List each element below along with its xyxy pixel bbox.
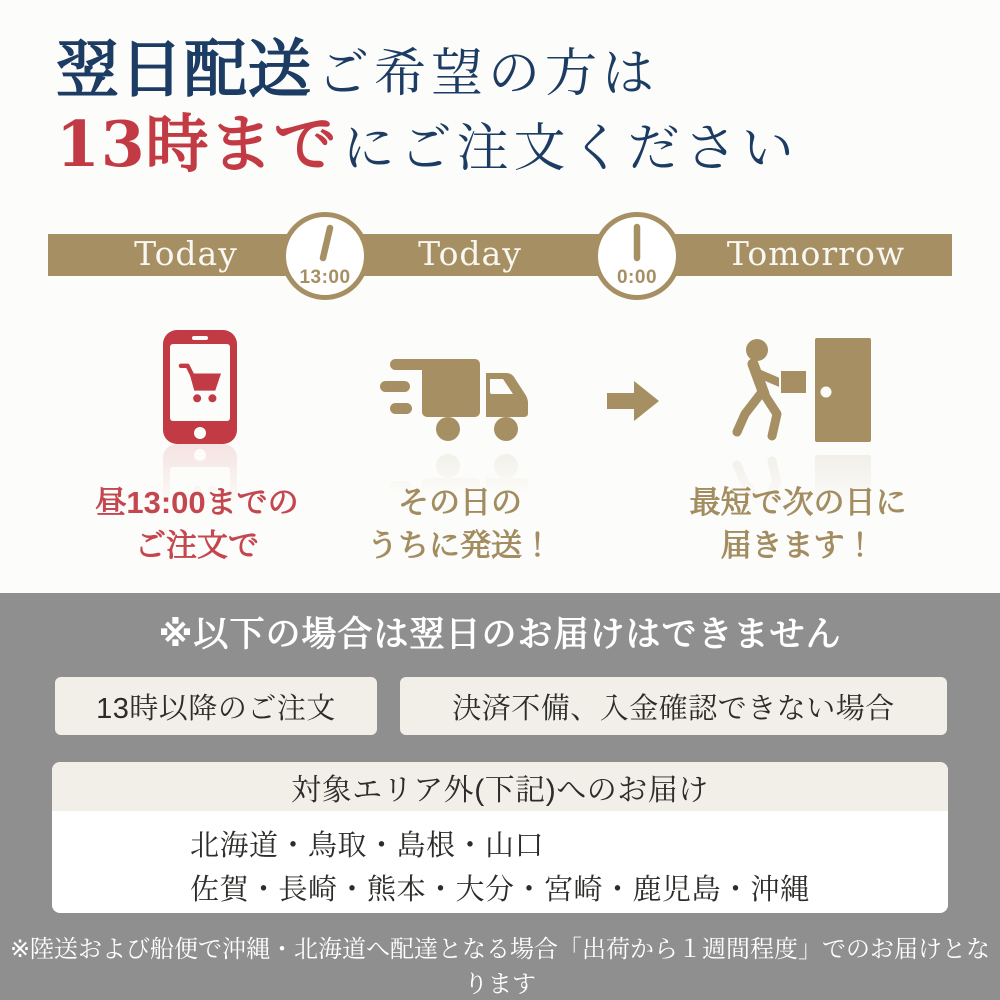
phone-speaker [192,336,208,340]
smartphone-cart-icon [163,330,237,444]
caption-line: その日の [398,485,522,520]
exception-case-after-13: 13時以降のご注文 [55,677,377,735]
clock-time-label: 13:00 [299,267,351,288]
phone-home-button [194,427,206,439]
clock-icon-1300 [281,212,369,300]
exception-heading: ※以下の場合は翌日のお届けはできません [158,615,842,654]
phone-screen [170,344,230,421]
arrow-right-icon [607,378,661,424]
caption-line: 昼13:00までの [95,485,299,520]
clock-icon-000 [593,212,681,300]
caption-line: 届きます！ [720,527,876,563]
exception-case-payment: 決済不備、入金確認できない場合 [400,677,947,735]
caption-line: ご注文で [134,527,259,563]
headline-deadline-13: 13時まで [56,107,338,182]
caption-order-by-13 [95,482,298,568]
excluded-area-box [52,762,948,913]
excluded-area-line1: 北海道・鳥取・島根・山口 [190,830,545,862]
caption-line: 最短で次の日に [689,485,907,520]
caption-same-day-ship [367,482,553,568]
delivery-truck-icon [378,357,540,445]
timeline-label-today-1: Today [134,233,238,273]
clock-time-label: 0:00 [616,267,658,288]
deliver-step [727,336,877,446]
timeline-label-tomorrow: Tomorrow [726,233,906,273]
headline-line2 [56,107,799,182]
caption-line: うちに発送！ [367,527,553,563]
ship-step [378,357,540,445]
exception-notice-panel [0,593,1000,1000]
door-delivery-icon [727,336,877,446]
excluded-area-list [52,811,948,912]
headline [56,32,799,182]
shipping-footnote: ※陸送および船便で沖縄・北海道へ配達となる場合「出荷から１週間程度」でのお届けとなります [9,936,991,998]
timeline-label-today-2: Today [418,233,522,273]
shopping-cart-icon [178,362,222,404]
headline-line1 [56,32,799,106]
headline-next-day-shipping: 翌日配送 [56,32,312,106]
headline-line2-rest: にご注文ください [342,119,799,180]
caption-next-day-arrive [690,482,907,568]
excluded-area-line2: 佐賀・長崎・熊本・大分・宮崎・鹿児島・沖縄 [190,874,810,906]
timeline-bar [48,234,952,276]
excluded-area-title: 対象エリア外(下記)へのお届け [52,762,948,811]
headline-line1-rest: ご希望の方は [317,44,660,104]
order-step [163,330,237,444]
phone-home-button [194,449,206,461]
